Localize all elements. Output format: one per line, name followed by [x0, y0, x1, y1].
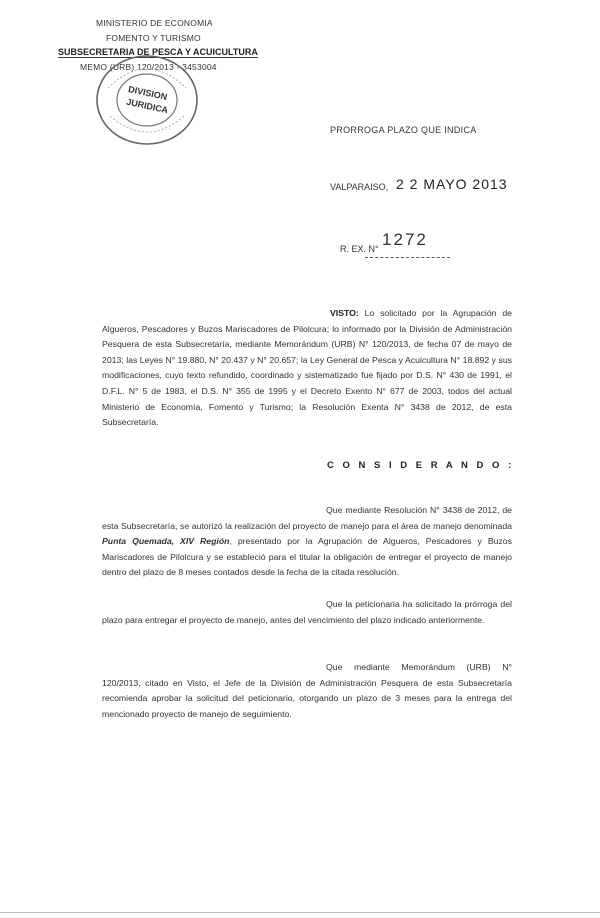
document-subject: PRORROGA PLAZO QUE INDICA — [330, 125, 477, 135]
stamp-text-division: DIVISION — [127, 84, 169, 102]
considerando-p1-start: Que mediante Resolución N° 3438 de 2012, de esta Subsecretaría, se autorizó la realización del proyecto de manejo para el área de manejo denominada — [102, 505, 512, 531]
resolution-underline — [365, 257, 450, 258]
visto-text: Lo solicitado por la Agrupación de Algueros, Pescadores y Buzos Mariscadores de Pilolcura; lo informado por la División de Administración Pesquera de esta Subsecretaría, mediante Memorándum (URB) N° 120/2013, de fecha 07 de mayo de 2013; las Leyes N° 19.880, N° 20.437 y N° 20.657; la Ley General de Pesca y Acuicultura N° 18.892 y sus modificaciones, cuyo texto refundido, coordinado y sistematizado fue fijado por D.S. N° 430 de 1991, el D.F.L. N° 5 de 1983, el D.S. N° 355 de 1995 y el Decreto Exento N° 677 de 2003, todos del actual Ministerio de Economía, Fomento y Turismo; la Resolución Exenta N° 3438 de 2012, de esta Subsecretaría. — [102, 308, 512, 428]
ministry-line-2: FOMENTO Y TURISMO — [106, 33, 201, 43]
resolution-number: 1272 — [382, 230, 428, 249]
date-place: VALPARAISO, — [330, 182, 389, 192]
page-bottom-edge — [0, 912, 600, 913]
considerando-heading: C O N S I D E R A N D O : — [327, 460, 515, 471]
memo-reference: MEMO (URB) 120/2013 - 3453004 — [80, 62, 217, 72]
subsecretaria-title: SUBSECRETARIA DE PESCA Y ACUICULTURA — [58, 47, 258, 57]
date-value: 2 2 MAYO 2013 — [396, 176, 508, 192]
considerando-paragraph-3: Que mediante Memorándum (URB) N° 120/2013, citado en Visto, el Jefe de la División de Administración Pesquera de esta Subsecretaría recomienda aprobar la solicitud del peticionario, otorgando un plazo de 3 meses para la entrega del mencionado proyecto de manejo de seguimiento. — [102, 662, 512, 719]
considerando-p1-end: , presentado por la Agrupación de Algueros, Pescadores y Buzos Mariscadores de Pilolcura y se estableció para el titular la obligación de entregar el proyecto de manejo dentro del plazo de 8 meses contados desde la fecha de la citada resolución. — [102, 536, 512, 578]
division-juridica-stamp — [88, 48, 206, 152]
visto-paragraph — [102, 306, 512, 431]
ministry-line-1: MINISTERIO DE ECONOMIA — [96, 18, 213, 28]
visto-label: VISTO: — [330, 308, 359, 318]
considerando-paragraph-1 — [102, 503, 512, 581]
considerando-p1-area: Punta Quemada, XIV Región — [102, 536, 230, 547]
stamp-text-juridica: JURIDICA — [125, 96, 170, 116]
resolution-prefix: R. EX. N° — [340, 244, 379, 254]
considerando-paragraph-2: Que la peticionaria ha solicitado la prórroga del plazo para entregar el proyecto de manejo, antes del vencimiento del plazo indicado anteriormente. — [102, 599, 512, 625]
